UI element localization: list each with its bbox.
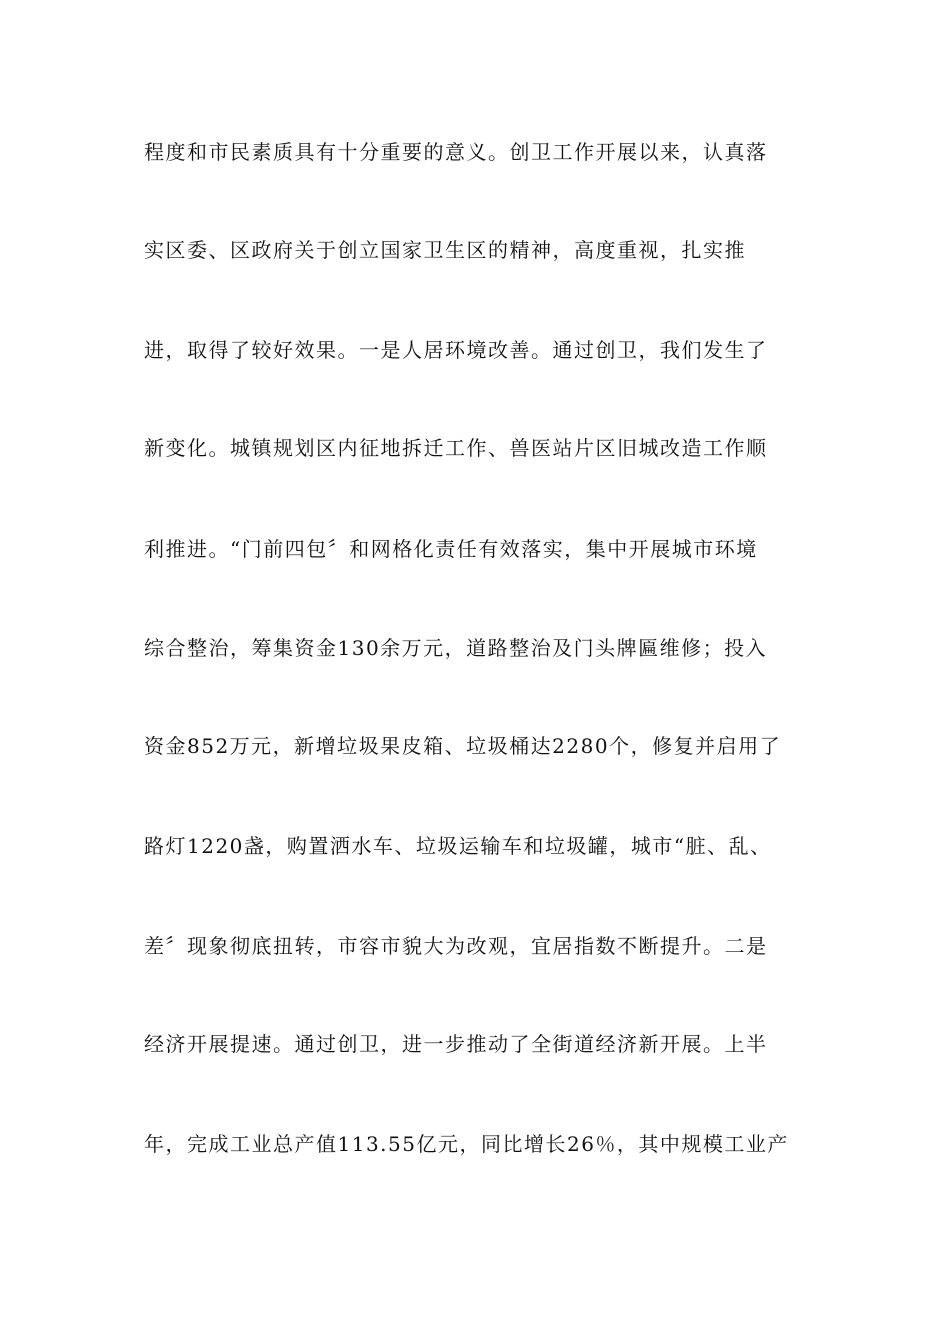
paragraph-line: 综合整治，筹集资金130余万元，道路整治及门头牌匾维修；投入 (144, 636, 768, 660)
paragraph-line: 实区委、区政府关于创立国家卫生区的精神，高度重视，扎实推 (144, 238, 746, 262)
paragraph-line: 利推进。“门前四包〞和网格化责任有效落实，集中开展城市环境 (144, 537, 758, 561)
paragraph-line: 进，取得了较好效果。一是人居环境改善。通过创卫，我们发生了 (144, 338, 768, 362)
paragraph-line: 差〞现象彻底扭转，市容市貌大为改观，宜居指数不断提升。二是 (144, 934, 768, 958)
paragraph-line: 资金852万元，新增垃圾果皮箱、垃圾桶达2280个，修复并启用了 (144, 734, 782, 758)
paragraph-line: 经济开展提速。通过创卫，进一步推动了全街道经济新开展。上半 (144, 1032, 768, 1056)
paragraph-line: 程度和市民素质具有十分重要的意义。创卫工作开展以来，认真落 (144, 140, 768, 164)
paragraph-line: 新变化。城镇规划区内征地拆迁工作、兽医站片区旧城改造工作顺 (144, 436, 768, 460)
paragraph-line: 路灯1220盏，购置洒水车、垃圾运输车和垃圾罐，城市“脏、乱、 (144, 834, 772, 858)
paragraph-line: 年，完成工业总产值113.55亿元，同比增长26％，其中规模工业产 (144, 1132, 789, 1156)
